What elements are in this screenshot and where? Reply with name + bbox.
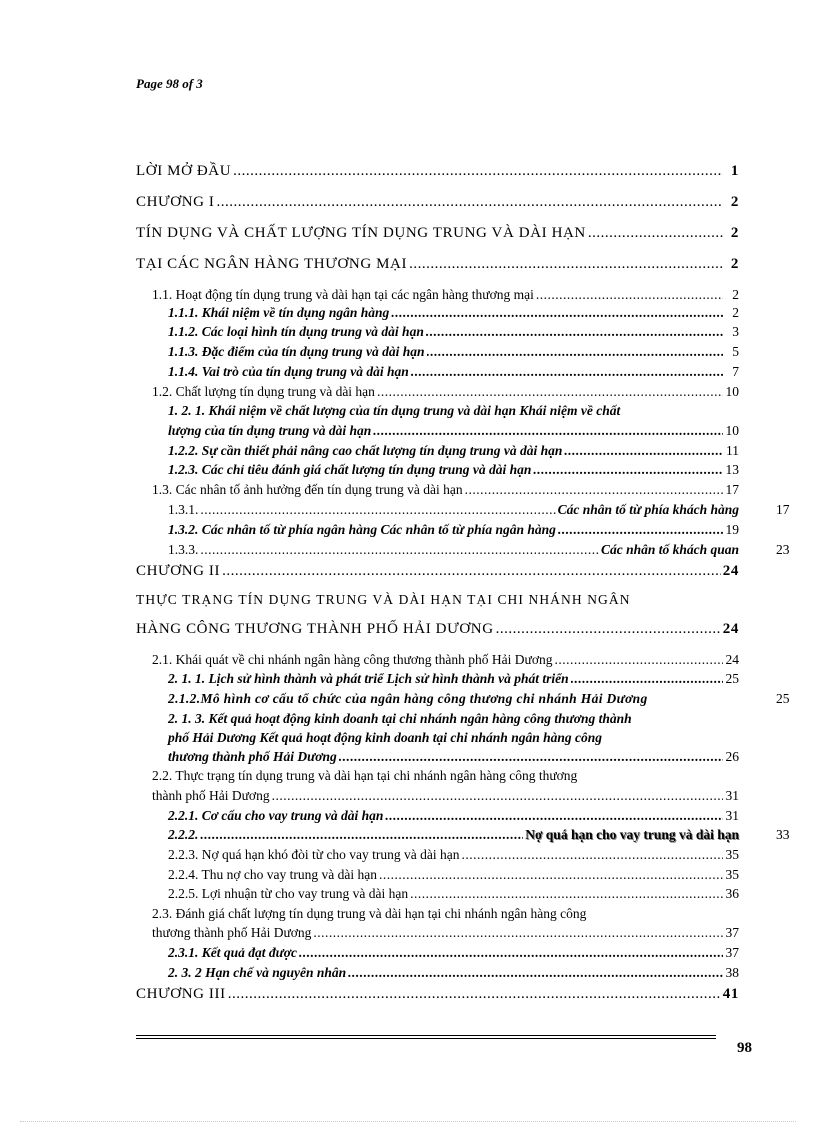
toc-leader: [426, 324, 723, 340]
toc-leader: [564, 443, 723, 459]
toc-entry-2-1-3[interactable]: [168, 749, 739, 765]
toc-entry-page: 2: [732, 305, 739, 320]
toc-entry-chuong-2-title-1[interactable]: THỰC TRẠNG TÍN DỤNG TRUNG VÀ DÀI HẠN TẠI CHI NHÁNH NGÂN: [136, 592, 631, 607]
toc-entry-page: 24: [722, 621, 739, 637]
toc-leader: [272, 788, 723, 804]
toc-leader: [588, 225, 723, 242]
toc-entry-page: 11: [726, 443, 739, 458]
toc-entry-title: 2.2.5. Lợi nhuận từ cho vay trung và dài hạn: [168, 886, 409, 901]
toc-entry-1-3[interactable]: [152, 482, 739, 498]
toc-leader: [385, 808, 723, 824]
toc-entry-1-1[interactable]: [152, 287, 739, 303]
toc-entry-title: 1.2.3. Các chỉ tiêu đánh giá chất lượng tín dụng trung và dài hạn: [168, 462, 532, 477]
toc-leader: [465, 482, 723, 498]
toc-entry-title: 1.1.3. Đặc điểm của tín dụng trung và dài hạn: [168, 344, 425, 359]
toc-leader: [533, 462, 723, 478]
toc-entry-page: 2: [730, 225, 739, 241]
toc-entry-2-3-1[interactable]: [168, 945, 739, 961]
toc-entry-page: 19: [725, 522, 739, 537]
toc-leader: [410, 886, 723, 902]
toc-entry-title: 2.2.1. Cơ cấu cho vay trung và dài hạn: [168, 808, 384, 823]
toc-entry-title: 1.1.4. Vai trò của tín dụng trung và dài hạn: [168, 364, 409, 379]
toc-entry-2-1[interactable]: [152, 652, 739, 668]
toc-entry-title: Các nhân tố từ phía khách hàng: [557, 502, 739, 517]
footer-rule-bottom: [136, 1038, 716, 1039]
toc-entry-title: 1.3.2. Các nhân tố từ phía ngân hàng Các nhân tố từ phía ngân hàng: [168, 522, 556, 537]
toc-entry-1-1-2[interactable]: [168, 324, 739, 340]
toc-leader: [373, 423, 723, 439]
toc-entry-number: 1.3.3.: [168, 542, 199, 557]
toc-entry-2-2[interactable]: [152, 788, 739, 804]
toc-entry-title: CHƯƠNG I: [136, 194, 215, 210]
toc-entry-page: 13: [725, 462, 739, 477]
toc-entry-1-1-4[interactable]: [168, 364, 739, 380]
toc-leader: [411, 364, 723, 380]
toc-entry-chuong-2-title-2[interactable]: [136, 621, 739, 638]
toc-leader: [554, 652, 723, 668]
toc-entry-page: 35: [725, 867, 739, 882]
toc-entry-title: 1.2. Chất lượng tín dụng trung và dài hạn: [152, 384, 375, 399]
toc-entry-title: 1.1.1. Khái niệm về tín dụng ngân hàng: [168, 305, 390, 320]
toc-entry-2-2-2[interactable]: [168, 827, 739, 843]
toc-entry-page: 2: [732, 287, 739, 302]
toc-leader: [339, 749, 723, 765]
toc-leader: [200, 827, 523, 843]
toc-entry-title: 2.3.1. Kết quả đạt được: [168, 945, 297, 960]
toc-leader: [217, 194, 723, 211]
toc-leader: [536, 287, 723, 303]
toc-entry-2-1-3-line1[interactable]: 2. 1. 3. Kết quả hoạt động kinh doanh tại chi nhánh ngân hàng công thương thành: [168, 711, 632, 726]
toc-entry-chuong-1-title-1[interactable]: [136, 225, 739, 242]
toc-entry-title: CHƯƠNG II: [136, 563, 221, 579]
toc-entry-title: 2. 1. 1. Lịch sử hình thành và phát triể Lịch sử hình thành và phát triển: [168, 671, 569, 686]
toc-leader: [200, 502, 555, 518]
toc-entry-2-1-1[interactable]: [168, 671, 739, 687]
toc-entry-2-2-4[interactable]: [168, 867, 739, 883]
toc-entry-1-3-1-page: 17: [776, 502, 790, 517]
toc-entry-2-2-5[interactable]: [168, 886, 739, 902]
toc-entry-title: 2.2.3. Nợ quá hạn khó đòi từ cho vay trung và dài hạn: [168, 847, 460, 862]
toc-entry-1-2-1-line1[interactable]: 1. 2. 1. Khái niệm về chất lượng của tín dụng trung và dài hạn Khái niệm về chất: [168, 403, 621, 418]
toc-entry-2-2-line1[interactable]: 2.2. Thực trạng tín dụng trung và dài hạn tại chi nhánh ngân hàng công thương: [152, 768, 578, 783]
toc-entry-page: 38: [725, 965, 739, 980]
toc-entry-title: 1.1.2. Các loại hình tín dụng trung và dài hạn: [168, 324, 424, 339]
toc-entry-page: 3: [732, 324, 739, 339]
toc-entry-2-3[interactable]: [152, 925, 739, 941]
toc-entry-1-3-3[interactable]: [168, 542, 739, 558]
toc-entry-page: 25: [725, 671, 739, 686]
toc-entry-1-3-1[interactable]: [168, 502, 739, 518]
toc-entry-title: 1.2.2. Sự cần thiết phải nâng cao chất lượng tín dụng trung và dài hạn: [168, 443, 563, 458]
toc-entry-2-1-2[interactable]: 2.1.2.Mô hình cơ cấu tổ chức của ngân hàng công thương chi nhánh Hải Dương: [168, 691, 648, 706]
toc-entry-2-3-line1[interactable]: 2.3. Đánh giá chất lượng tín dụng trung và dài hạn tại chi nhánh ngân hàng công: [152, 906, 587, 921]
toc-entry-page: 7: [732, 364, 739, 379]
toc-entry-page: 24: [725, 652, 739, 667]
toc-entry-title: 1.1. Hoạt động tín dụng trung và dài hạn tại các ngân hàng thương mại: [152, 287, 534, 302]
toc-entry-2-1-2-page: 25: [776, 691, 790, 706]
toc-entry-1-1-3[interactable]: [168, 344, 739, 360]
toc-entry-2-2-1[interactable]: [168, 808, 739, 824]
toc-entry-title: thương thành phố Hải Dương: [152, 925, 312, 940]
toc-leader: [313, 925, 723, 941]
toc-entry-1-2[interactable]: [152, 384, 739, 400]
toc-entry-page: 10: [725, 384, 739, 399]
toc-entry-title: CHƯƠNG III: [136, 986, 226, 1002]
toc-leader: [379, 867, 723, 883]
toc-entry-title: HÀNG CÔNG THƯƠNG THÀNH PHỐ HẢI DƯƠNG: [136, 621, 494, 637]
toc-entry-page: 26: [725, 749, 739, 764]
footer-rule-top: [136, 1035, 716, 1036]
toc-leader: [462, 847, 723, 863]
toc-entry-page: 36: [725, 886, 739, 901]
toc-entry-title: 1.3. Các nhân tố ảnh hưởng đến tín dụng trung và dài hạn: [152, 482, 463, 497]
toc-entry-2-2-2-page: 33: [776, 827, 790, 842]
toc-entry-page: 2: [730, 256, 739, 272]
toc-entry-2-1-3-line2[interactable]: phố Hải Dương Kết quả hoạt động kinh doanh tại chi nhánh ngân hàng công: [168, 730, 602, 745]
toc-entry-title: TÍN DỤNG VÀ CHẤT LƯỢNG TÍN DỤNG TRUNG VÀ DÀI HẠN: [136, 225, 586, 241]
toc-entry-page: 1: [730, 163, 739, 179]
toc-entry-title: 2.2.4. Thu nợ cho vay trung và dài hạn: [168, 867, 377, 882]
toc-entry-1-2-1[interactable]: [168, 423, 739, 439]
toc-entry-page: 37: [725, 925, 739, 940]
toc-leader: [228, 986, 721, 1003]
toc-leader: [409, 256, 723, 273]
toc-entry-chuong-2[interactable]: [136, 563, 739, 580]
toc-entry-page: 17: [725, 482, 739, 497]
toc-leader: [496, 621, 721, 638]
toc-entry-number: 1.3.1.: [168, 502, 199, 517]
toc-entry-1-2-3[interactable]: [168, 462, 739, 478]
toc-entry-title: thành phố Hải Dương: [152, 788, 270, 803]
toc-entry-chuong-1-title-2[interactable]: [136, 256, 739, 273]
toc-entry-page: 2: [730, 194, 739, 210]
toc-entry-1-2-2[interactable]: [168, 443, 739, 459]
toc-entry-loi-mo-dau[interactable]: [136, 163, 739, 180]
toc-entry-page: 31: [725, 808, 739, 823]
toc-entry-title: Nợ quá hạn cho vay trung và dài hạn: [525, 827, 739, 842]
page-label: Page 98 of 3: [136, 76, 203, 91]
toc-leader: [558, 522, 723, 538]
toc-entry-title: 2.1. Khái quát về chi nhánh ngân hàng công thương thành phố Hải Dương: [152, 652, 553, 667]
toc-entry-page: 5: [732, 344, 739, 359]
toc-entry-page: 37: [725, 945, 739, 960]
toc-entry-title: lượng của tín dụng trung và dài hạn: [168, 423, 372, 438]
toc-leader: [348, 965, 723, 981]
toc-entry-number: 2.2.2.: [168, 827, 199, 842]
toc-entry-title: 2. 3. 2 Hạn chế và nguyên nhân: [168, 965, 347, 980]
toc-entry-1-3-2[interactable]: [168, 522, 739, 538]
toc-entry-chuong-1[interactable]: [136, 194, 739, 211]
toc-entry-1-3-3-page: 23: [776, 542, 790, 557]
toc-leader: [299, 945, 723, 961]
toc-leader: [200, 542, 599, 558]
toc-leader: [222, 563, 721, 580]
toc-entry-page: 24: [722, 563, 739, 579]
page-edge-divider: [20, 1121, 796, 1122]
toc-entry-page: 10: [725, 423, 739, 438]
toc-entry-title: TẠI CÁC NGÂN HÀNG THƯƠNG MẠI: [136, 256, 408, 272]
toc-leader: [391, 305, 723, 321]
toc-entry-chuong-3[interactable]: [136, 986, 739, 1003]
toc-leader: [377, 384, 723, 400]
toc-leader: [427, 344, 723, 360]
toc-entry-page: 31: [725, 788, 739, 803]
toc-entry-title: Các nhân tố khách quan: [600, 542, 739, 557]
toc-leader: [233, 163, 723, 180]
toc-entry-title: thương thành phố Hải Dương: [168, 749, 337, 764]
toc-entry-page: 41: [722, 986, 739, 1002]
toc-entry-2-2-3[interactable]: [168, 847, 739, 863]
footer-page-number: 98: [737, 1040, 752, 1056]
toc-entry-page: 35: [725, 847, 739, 862]
toc-entry-1-1-1[interactable]: [168, 305, 739, 321]
toc-entry-title: LỜI MỞ ĐẦU: [136, 163, 232, 179]
toc-leader: [571, 671, 723, 687]
toc-entry-2-3-2[interactable]: [168, 965, 739, 981]
